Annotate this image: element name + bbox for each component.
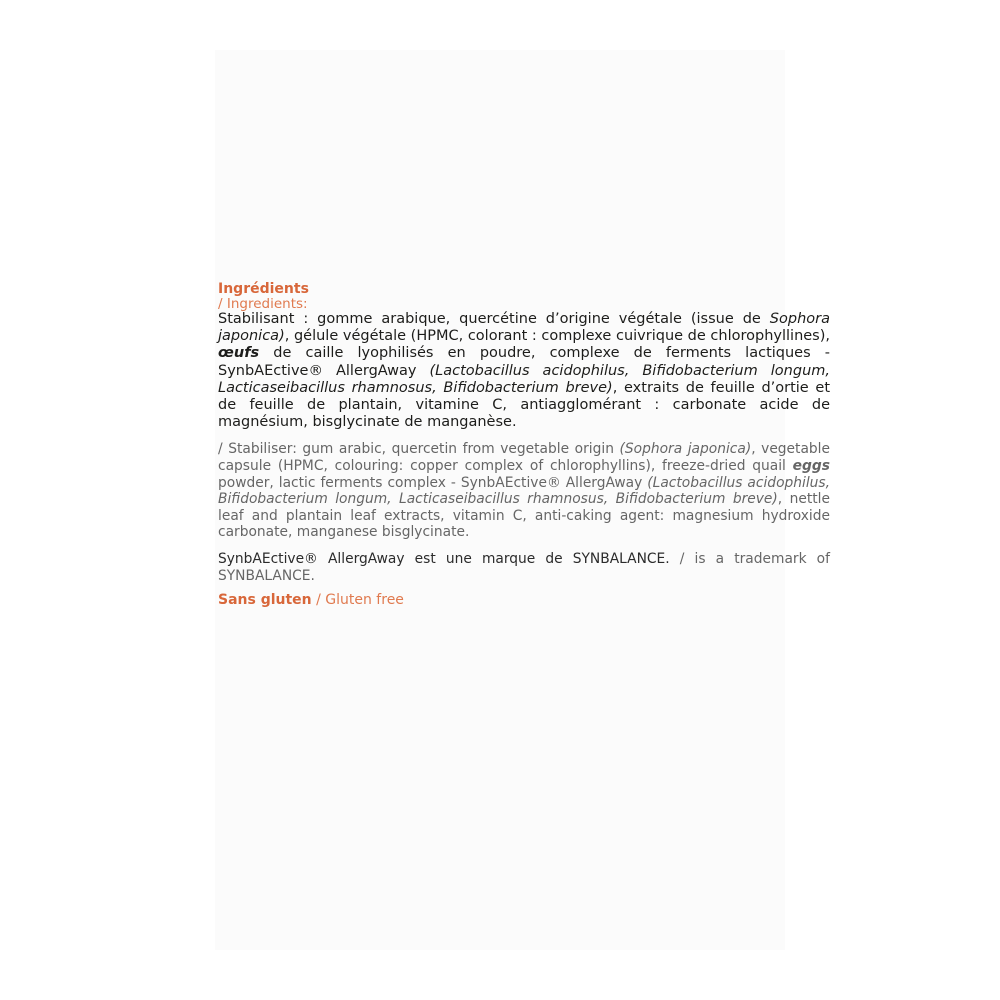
fr-italic-species: Sophora japonica) (218, 311, 830, 345)
gluten-free-en: / Gluten free (311, 592, 404, 609)
en-text-part: , nettle leaf and plantain leaf extracts, vitamin C, anti-caking agent: magnesium hydroxide carbonate, manganese bisglycinate. (218, 491, 830, 541)
en-italic-strains: (Lactobacillus acidophilus, Bifidobacterium longum, Lacticaseibacillus rhamnosus, Bifidobacterium breve) (218, 474, 830, 508)
trademark-fr: SynbAEctive® AllergAway est une marque de SYNBALANCE. (218, 550, 670, 567)
ingredients-text-fr (218, 311, 830, 431)
ingredients-label (218, 282, 830, 609)
ingredients-title-fr: Ingrédients (218, 281, 309, 297)
en-italic-species: (Sophora japonica) (619, 441, 752, 458)
en-allergen-eggs: eggs (792, 458, 830, 475)
fr-text-part: , extraits de feuille d’ortie et de feuille de plantain, vitamine C, antiagglomérant : carbonate acide de magnésium, bisglycinate de manganèse. (218, 379, 831, 431)
ingredients-title-en: / Ingredients: (218, 296, 308, 312)
fr-italic-strains: (Lactobacillus acidophilus, Bifidobacterium longum, Lacticaseibacillus rhamnosus, Bifidobacterium breve) (218, 362, 830, 396)
fr-text-part: , gélule végétale (HPMC, colorant : complexe cuivrique de chlorophyllines), (284, 328, 830, 345)
ingredients-text-en (218, 441, 830, 541)
fr-text-part: Stabilisant : gomme arabique, quercétine d’origine végétale (issue de (218, 311, 770, 327)
en-text-part: , vegetable capsule (HPMC, colouring: copper complex of chlorophyllins), freeze-dried quail (218, 441, 830, 475)
fr-allergen-eggs: œufs (218, 345, 260, 362)
en-text-part: powder, lactic ferments complex - SynbAEctive® AllergAway (218, 474, 648, 491)
fr-text-part: de caille lyophilisés en poudre, complexe de ferments lactiques - SynbAEctive® AllergAway (218, 345, 830, 379)
trademark-notice (218, 551, 830, 584)
gluten-free-fr: Sans gluten (218, 592, 312, 609)
gluten-free-notice (218, 592, 830, 609)
trademark-en: / is a trademark of SYNBALANCE. (218, 550, 830, 584)
en-text-part: / Stabiliser: gum arabic, quercetin from vegetable origin (218, 441, 620, 458)
